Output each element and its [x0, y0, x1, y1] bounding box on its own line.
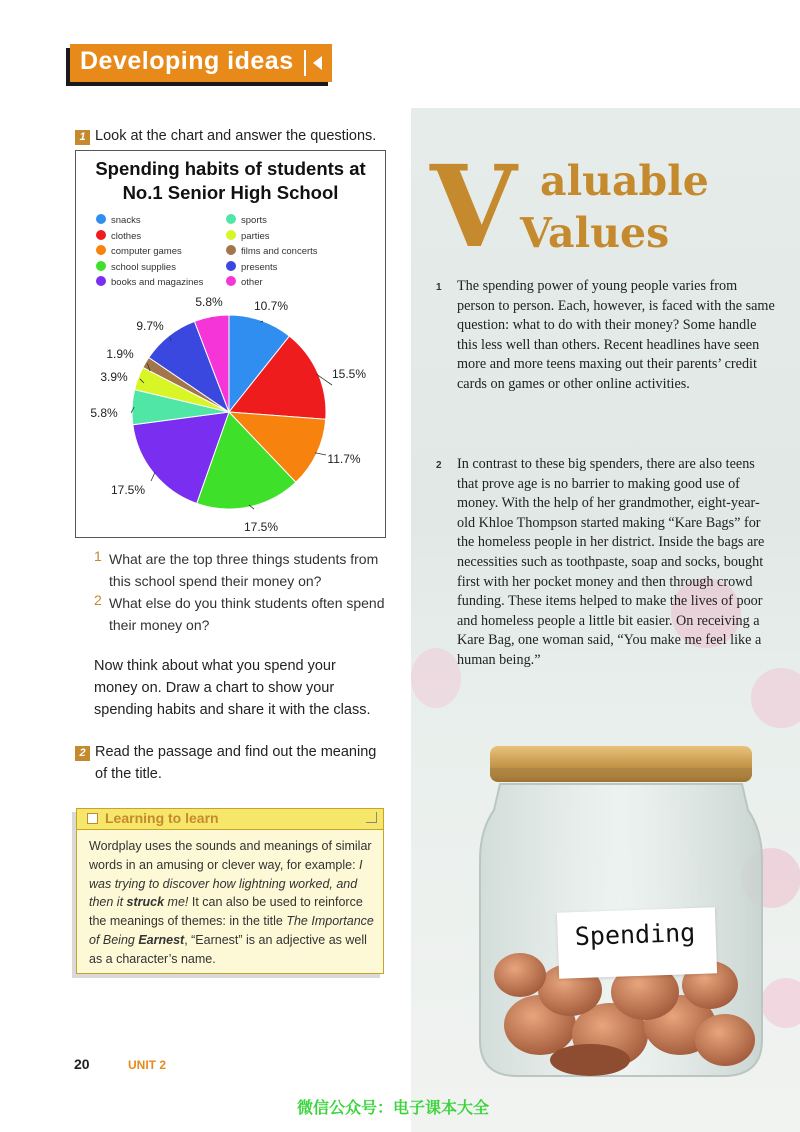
- leader-line: [151, 472, 155, 481]
- legend-label: clothes: [111, 230, 142, 242]
- ltl-example: I was trying to discover how lightning worked, and then it: [89, 857, 363, 910]
- ltl-text-3: , “Earnest” is an adjective as well as a character’s name.: [89, 932, 367, 966]
- learning-to-learn-body: [89, 837, 377, 969]
- paragraph-1: The spending power of young people varies from person to person. Each, however, is faced with the same question: what to do with their money? Some handle this less well than others. Recent headlines have seen more and more teens maxing out their parents’ credit cards on games or other online activities.: [457, 278, 775, 392]
- learning-to-learn-box: [76, 808, 384, 974]
- ltl-text-1: Wordplay uses the sounds and meanings of similar words in an amusing or clever way, for example:: [89, 839, 372, 872]
- question-2-number: 2: [94, 592, 102, 608]
- pie-chart-box: [75, 150, 386, 538]
- ltl-example-end: me!: [164, 895, 189, 910]
- slice-label: 1.9%: [106, 347, 134, 361]
- legend-label: parties: [241, 230, 270, 242]
- slice-label: 3.9%: [100, 370, 128, 384]
- section-title: Developing ideas: [80, 47, 294, 75]
- slice-label: 11.7%: [327, 452, 361, 466]
- unit-label: UNIT 2: [128, 1058, 167, 1072]
- task-2-line-2: of the title.: [95, 766, 162, 782]
- corner-mark-icon: [366, 812, 377, 823]
- ltl-text-2: It can also be used to reinforce the meanings of themes: in the title: [89, 895, 363, 929]
- legend-label: computer games: [111, 246, 182, 257]
- slice-label: 9.7%: [136, 319, 164, 333]
- question-2-line-1: What else do you think students often spend: [109, 595, 385, 611]
- flower-blur: [751, 668, 800, 728]
- slice-label: 17.5%: [110, 483, 146, 497]
- back-arrow-icon: [304, 50, 328, 76]
- legend-label: films and concerts: [241, 246, 318, 257]
- task-1-badge: 1: [75, 130, 90, 145]
- title-word-1: aluable: [540, 157, 709, 205]
- jar-label-text: Spending: [574, 917, 696, 952]
- task-2-line-1: Read the passage and find out the meaning: [95, 744, 377, 760]
- paragraph-2: In contrast to these big spenders, there are also teens that prove age is no barrier to making good use of money. With the help of her grandmother, eight-year-old Khloe Thompson started making “Kare Bags” for the homeless people in her district. Inside the bags are necessities such as toothpaste, soap and socks, bought first with her pocket money and then through crowd funding. These items helped to make the lives of poor and homeless people a little bit easier. On receiving a Kare Bag, one woman said, “You make me feel like a human being.”: [457, 456, 765, 668]
- legend-label: sports: [241, 215, 267, 226]
- slice-label: 17.5%: [243, 520, 279, 534]
- slice-label: 10.7%: [253, 299, 289, 313]
- legend-label: snacks: [111, 215, 141, 226]
- question-2-line-2: their money on?: [109, 617, 210, 633]
- question-1-number: 1: [94, 548, 102, 564]
- flower-blur: [411, 648, 461, 708]
- page-number: 20: [74, 1056, 90, 1072]
- ltl-title-italic: The Importance of Being: [89, 914, 374, 947]
- legend-label: presents: [241, 261, 278, 273]
- paragraph-2-number: 2: [436, 460, 442, 471]
- question-1-line-2: this school spend their money on?: [109, 573, 322, 589]
- chart-title-line-2: No.1 Senior High School: [122, 182, 339, 203]
- slice-label: 15.5%: [331, 367, 367, 381]
- now-think-line-3: spending habits and share it with the class.: [94, 702, 371, 718]
- chart-title-line-1: Spending habits of students at: [95, 158, 366, 179]
- slice-label: 5.8%: [90, 406, 118, 420]
- task-2-badge: 2: [75, 746, 90, 761]
- legend-label: other: [241, 277, 263, 288]
- task-1-instruction: Look at the chart and answer the questions.: [95, 128, 377, 144]
- now-think-line-2: money on. Draw a chart to show your: [94, 680, 335, 696]
- pie-chart: [76, 151, 385, 537]
- slice-label: 5.8%: [195, 295, 223, 309]
- watermark-text: 微信公众号：电子课本大全: [297, 1100, 490, 1117]
- learning-to-learn-header: [77, 809, 383, 830]
- question-1-line-1: What are the top three things students from: [109, 551, 379, 567]
- paragraph-1-number: 1: [436, 282, 442, 293]
- legend-label: school supplies: [111, 261, 176, 273]
- legend-label: books and magazines: [111, 277, 204, 288]
- learning-to-learn-title: Learning to learn: [105, 810, 219, 826]
- ltl-example-bold: struck: [126, 895, 165, 910]
- drop-cap: V: [430, 142, 517, 273]
- title-word-2: Values: [520, 209, 670, 257]
- ltl-title-bold: Earnest: [138, 932, 185, 947]
- checkbox-icon: [87, 813, 98, 824]
- now-think-line-1: Now think about what you spend your: [94, 658, 336, 674]
